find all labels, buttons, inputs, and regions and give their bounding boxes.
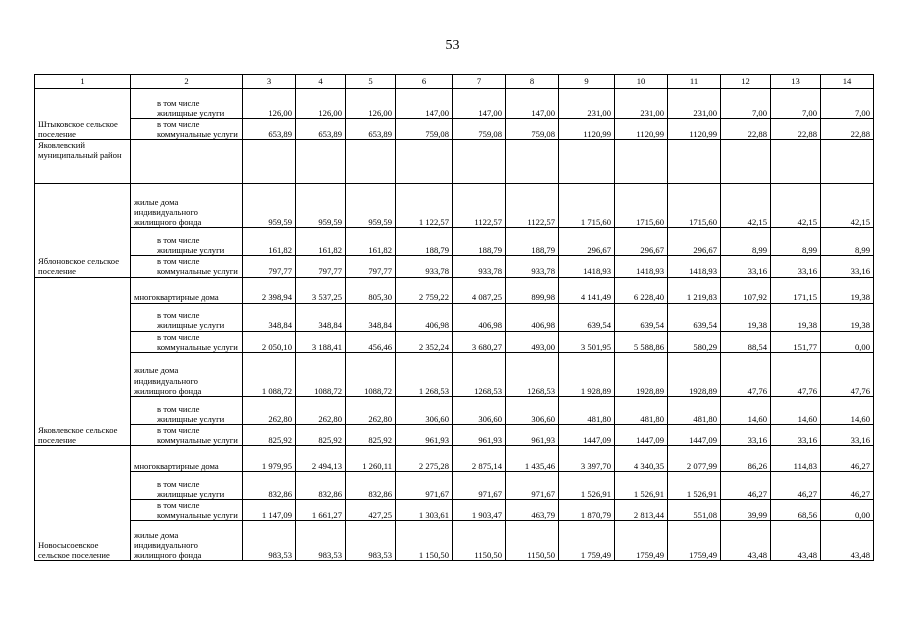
value-cell: 161,82	[296, 228, 346, 256]
value-cell: 639,54	[559, 303, 615, 331]
category-cell	[131, 424, 243, 445]
value-cell: 1 435,46	[506, 446, 559, 472]
value-cell	[453, 140, 506, 184]
value-cell: 1 150,50	[396, 521, 453, 561]
value-cell: 47,76	[771, 352, 821, 396]
value-cell: 296,67	[668, 228, 721, 256]
header-cell: 6	[396, 75, 453, 89]
category-cell	[131, 396, 243, 424]
header-cell: 1	[35, 75, 131, 89]
value-cell: 7,00	[821, 89, 874, 119]
value-cell	[771, 140, 821, 184]
value-cell: 147,00	[453, 89, 506, 119]
value-cell: 1 260,11	[346, 446, 396, 472]
value-cell: 114,83	[771, 446, 821, 472]
value-cell: 1 928,89	[559, 352, 615, 396]
value-cell: 22,88	[721, 119, 771, 140]
value-cell: 1715,60	[668, 184, 721, 228]
value-cell	[559, 140, 615, 184]
value-cell: 959,59	[243, 184, 296, 228]
value-cell: 14,60	[721, 396, 771, 424]
value-cell: 2 077,99	[668, 446, 721, 472]
value-cell: 983,53	[346, 521, 396, 561]
value-cell: 147,00	[396, 89, 453, 119]
value-cell: 1268,53	[506, 352, 559, 396]
value-cell: 296,67	[559, 228, 615, 256]
category-cell	[131, 140, 243, 184]
header-cell: 5	[346, 75, 396, 89]
category-label: в том числе жилищные услуги	[157, 235, 225, 256]
header-cell: 9	[559, 75, 615, 89]
value-cell: 1 088,72	[243, 352, 296, 396]
category-cell: жилые дома индивидуального жилищного фонда	[131, 184, 243, 228]
table-row	[35, 396, 874, 424]
value-cell: 306,60	[453, 396, 506, 424]
table-row	[35, 424, 874, 445]
value-cell: 1 526,91	[668, 472, 721, 500]
value-cell	[721, 140, 771, 184]
value-cell: 86,26	[721, 446, 771, 472]
table-row	[35, 228, 874, 256]
value-cell: 1122,57	[453, 184, 506, 228]
value-cell: 188,79	[453, 228, 506, 256]
value-cell: 4 340,35	[615, 446, 668, 472]
value-cell: 7,00	[771, 89, 821, 119]
value-cell: 3 501,95	[559, 331, 615, 352]
value-cell: 481,80	[615, 396, 668, 424]
value-cell: 653,89	[243, 119, 296, 140]
category-cell	[131, 500, 243, 521]
value-cell: 959,59	[346, 184, 396, 228]
value-cell: 1 759,49	[559, 521, 615, 561]
value-cell: 1447,09	[668, 424, 721, 445]
value-cell: 1122,57	[506, 184, 559, 228]
header-cell: 11	[668, 75, 721, 89]
value-cell: 231,00	[668, 89, 721, 119]
value-cell: 47,76	[821, 352, 874, 396]
value-cell: 262,80	[346, 396, 396, 424]
value-cell: 161,82	[346, 228, 396, 256]
value-cell: 1 870,79	[559, 500, 615, 521]
region-cell: Яковлевский муниципальный район	[35, 140, 131, 184]
value-cell: 171,15	[771, 277, 821, 303]
value-cell: 151,77	[771, 331, 821, 352]
value-cell: 231,00	[615, 89, 668, 119]
value-cell: 262,80	[243, 396, 296, 424]
region-cell: Яковлевское сельское поселение	[35, 277, 131, 446]
value-cell: 1088,72	[346, 352, 396, 396]
value-cell: 1 303,61	[396, 500, 453, 521]
value-cell: 580,29	[668, 331, 721, 352]
category-label: в том числе жилищные услуги	[157, 478, 225, 499]
value-cell: 1447,09	[615, 424, 668, 445]
category-cell	[131, 256, 243, 277]
value-cell: 959,59	[296, 184, 346, 228]
table-row	[35, 500, 874, 521]
value-cell: 231,00	[559, 89, 615, 119]
value-cell: 1 526,91	[615, 472, 668, 500]
value-cell: 933,78	[506, 256, 559, 277]
value-cell: 1 147,09	[243, 500, 296, 521]
value-cell: 1150,50	[506, 521, 559, 561]
value-cell: 1418,93	[559, 256, 615, 277]
header-cell: 14	[821, 75, 874, 89]
value-cell: 832,86	[296, 472, 346, 500]
value-cell: 825,92	[296, 424, 346, 445]
category-cell	[131, 472, 243, 500]
table-row	[35, 256, 874, 277]
table-row	[35, 277, 874, 303]
category-label: в том числе жилищные услуги	[157, 403, 225, 424]
value-cell: 348,84	[346, 303, 396, 331]
value-cell: 22,88	[821, 119, 874, 140]
value-cell: 14,60	[821, 396, 874, 424]
value-cell: 1 268,53	[396, 352, 453, 396]
category-cell: многоквартирные дома	[131, 446, 243, 472]
value-cell: 348,84	[243, 303, 296, 331]
value-cell: 43,48	[771, 521, 821, 561]
header-cell: 7	[453, 75, 506, 89]
value-cell: 427,25	[346, 500, 396, 521]
value-cell: 147,00	[506, 89, 559, 119]
value-cell: 1120,99	[668, 119, 721, 140]
value-cell: 4 141,49	[559, 277, 615, 303]
value-cell: 493,00	[506, 331, 559, 352]
value-cell: 832,86	[243, 472, 296, 500]
value-cell: 983,53	[296, 521, 346, 561]
table-row	[35, 89, 874, 119]
value-cell	[243, 140, 296, 184]
value-cell: 653,89	[296, 119, 346, 140]
value-cell: 983,53	[243, 521, 296, 561]
value-cell: 653,89	[346, 119, 396, 140]
value-cell: 406,98	[506, 303, 559, 331]
value-cell: 971,67	[396, 472, 453, 500]
value-cell: 933,78	[453, 256, 506, 277]
category-label: в том числе коммунальные услуги	[157, 331, 238, 352]
category-cell: жилые дома индивидуального жилищного фонда	[131, 521, 243, 561]
value-cell: 22,88	[771, 119, 821, 140]
value-cell: 306,60	[396, 396, 453, 424]
value-cell	[506, 140, 559, 184]
value-cell: 1 526,91	[559, 472, 615, 500]
value-cell	[615, 140, 668, 184]
value-cell: 19,38	[771, 303, 821, 331]
value-cell: 805,30	[346, 277, 396, 303]
value-cell: 759,08	[396, 119, 453, 140]
value-cell: 1715,60	[615, 184, 668, 228]
value-cell: 1088,72	[296, 352, 346, 396]
page-number: 53	[445, 38, 460, 53]
value-cell: 797,77	[346, 256, 396, 277]
value-cell: 1 715,60	[559, 184, 615, 228]
value-cell: 1 122,57	[396, 184, 453, 228]
value-cell: 43,48	[821, 521, 874, 561]
category-label: в том числе коммунальные услуги	[157, 256, 238, 277]
value-cell: 481,80	[668, 396, 721, 424]
table-row	[35, 331, 874, 352]
value-cell	[821, 140, 874, 184]
category-cell	[131, 89, 243, 119]
value-cell	[346, 140, 396, 184]
value-cell: 1150,50	[453, 521, 506, 561]
value-cell: 551,08	[668, 500, 721, 521]
value-cell: 2 813,44	[615, 500, 668, 521]
value-cell: 188,79	[506, 228, 559, 256]
value-cell: 3 537,25	[296, 277, 346, 303]
value-cell: 8,99	[821, 228, 874, 256]
value-cell: 19,38	[821, 303, 874, 331]
value-cell: 19,38	[821, 277, 874, 303]
table-row	[35, 446, 874, 472]
value-cell: 126,00	[346, 89, 396, 119]
value-cell: 1120,99	[559, 119, 615, 140]
table-row	[35, 472, 874, 500]
table-row	[35, 521, 874, 561]
value-cell: 14,60	[771, 396, 821, 424]
value-cell: 46,27	[721, 472, 771, 500]
value-cell: 188,79	[396, 228, 453, 256]
value-cell: 825,92	[243, 424, 296, 445]
tariff-table	[34, 74, 874, 561]
value-cell: 456,46	[346, 331, 396, 352]
value-cell: 33,16	[721, 424, 771, 445]
category-label: в том числе коммунальные услуги	[157, 424, 238, 445]
category-label: в том числе жилищные услуги	[157, 97, 225, 118]
value-cell: 46,27	[771, 472, 821, 500]
value-cell: 47,76	[721, 352, 771, 396]
value-cell: 7,00	[721, 89, 771, 119]
value-cell: 68,56	[771, 500, 821, 521]
value-cell: 1 219,83	[668, 277, 721, 303]
value-cell: 1418,93	[668, 256, 721, 277]
value-cell: 1928,89	[615, 352, 668, 396]
value-cell: 463,79	[506, 500, 559, 521]
value-cell: 161,82	[243, 228, 296, 256]
category-label: в том числе коммунальные услуги	[157, 119, 238, 140]
value-cell: 33,16	[771, 424, 821, 445]
value-cell: 1759,49	[668, 521, 721, 561]
value-cell: 33,16	[721, 256, 771, 277]
value-cell: 4 087,25	[453, 277, 506, 303]
header-cell: 3	[243, 75, 296, 89]
value-cell: 1928,89	[668, 352, 721, 396]
value-cell: 107,92	[721, 277, 771, 303]
table-row	[35, 119, 874, 140]
value-cell: 3 188,41	[296, 331, 346, 352]
table-row	[35, 184, 874, 228]
value-cell: 126,00	[296, 89, 346, 119]
value-cell: 1447,09	[559, 424, 615, 445]
value-cell: 5 588,86	[615, 331, 668, 352]
value-cell: 1418,93	[615, 256, 668, 277]
value-cell: 33,16	[771, 256, 821, 277]
value-cell: 2 352,24	[396, 331, 453, 352]
category-cell	[131, 228, 243, 256]
value-cell: 961,93	[396, 424, 453, 445]
header-cell: 2	[131, 75, 243, 89]
header-cell: 13	[771, 75, 821, 89]
value-cell: 2 050,10	[243, 331, 296, 352]
value-cell: 126,00	[243, 89, 296, 119]
category-cell	[131, 119, 243, 140]
table-row	[35, 352, 874, 396]
value-cell: 0,00	[821, 500, 874, 521]
header-cell: 12	[721, 75, 771, 89]
value-cell: 759,08	[506, 119, 559, 140]
value-cell: 8,99	[721, 228, 771, 256]
value-cell: 797,77	[243, 256, 296, 277]
value-cell: 1120,99	[615, 119, 668, 140]
value-cell: 759,08	[453, 119, 506, 140]
category-cell	[131, 303, 243, 331]
value-cell: 43,48	[721, 521, 771, 561]
value-cell: 1 903,47	[453, 500, 506, 521]
value-cell: 306,60	[506, 396, 559, 424]
category-label: в том числе коммунальные услуги	[157, 500, 238, 521]
value-cell: 46,27	[821, 472, 874, 500]
value-cell: 971,67	[506, 472, 559, 500]
value-cell: 2 275,28	[396, 446, 453, 472]
value-cell: 42,15	[771, 184, 821, 228]
value-cell: 2 875,14	[453, 446, 506, 472]
category-label: в том числе жилищные услуги	[157, 310, 225, 331]
value-cell: 639,54	[668, 303, 721, 331]
value-cell: 971,67	[453, 472, 506, 500]
value-cell: 1 661,27	[296, 500, 346, 521]
value-cell: 33,16	[821, 256, 874, 277]
header-cell: 10	[615, 75, 668, 89]
value-cell: 42,15	[721, 184, 771, 228]
value-cell: 8,99	[771, 228, 821, 256]
region-cell: Новосысоевское сельское поселение	[35, 446, 131, 561]
value-cell: 961,93	[506, 424, 559, 445]
value-cell: 348,84	[296, 303, 346, 331]
value-cell	[396, 140, 453, 184]
value-cell: 3 680,27	[453, 331, 506, 352]
value-cell: 961,93	[453, 424, 506, 445]
value-cell: 1 979,95	[243, 446, 296, 472]
value-cell: 406,98	[453, 303, 506, 331]
value-cell: 296,67	[615, 228, 668, 256]
value-cell: 39,99	[721, 500, 771, 521]
value-cell: 899,98	[506, 277, 559, 303]
value-cell	[668, 140, 721, 184]
value-cell: 406,98	[396, 303, 453, 331]
table-row	[35, 140, 874, 184]
region-cell: Штыковское сельское поселение	[35, 89, 131, 140]
header-cell: 4	[296, 75, 346, 89]
value-cell: 825,92	[346, 424, 396, 445]
table-row	[35, 303, 874, 331]
value-cell: 6 228,40	[615, 277, 668, 303]
value-cell: 639,54	[615, 303, 668, 331]
value-cell	[296, 140, 346, 184]
value-cell: 1268,53	[453, 352, 506, 396]
value-cell: 1759,49	[615, 521, 668, 561]
value-cell: 933,78	[396, 256, 453, 277]
value-cell: 481,80	[559, 396, 615, 424]
category-cell: многоквартирные дома	[131, 277, 243, 303]
region-cell: Яблоновское сельское поселение	[35, 184, 131, 277]
value-cell: 46,27	[821, 446, 874, 472]
value-cell: 0,00	[821, 331, 874, 352]
value-cell: 832,86	[346, 472, 396, 500]
header-row	[35, 75, 874, 89]
header-cell: 8	[506, 75, 559, 89]
value-cell: 2 494,13	[296, 446, 346, 472]
category-cell: жилые дома индивидуального жилищного фонда	[131, 352, 243, 396]
value-cell: 3 397,70	[559, 446, 615, 472]
category-cell	[131, 331, 243, 352]
value-cell: 2 759,22	[396, 277, 453, 303]
value-cell: 262,80	[296, 396, 346, 424]
value-cell: 88,54	[721, 331, 771, 352]
value-cell: 797,77	[296, 256, 346, 277]
value-cell: 19,38	[721, 303, 771, 331]
value-cell: 42,15	[821, 184, 874, 228]
value-cell: 2 398,94	[243, 277, 296, 303]
value-cell: 33,16	[821, 424, 874, 445]
